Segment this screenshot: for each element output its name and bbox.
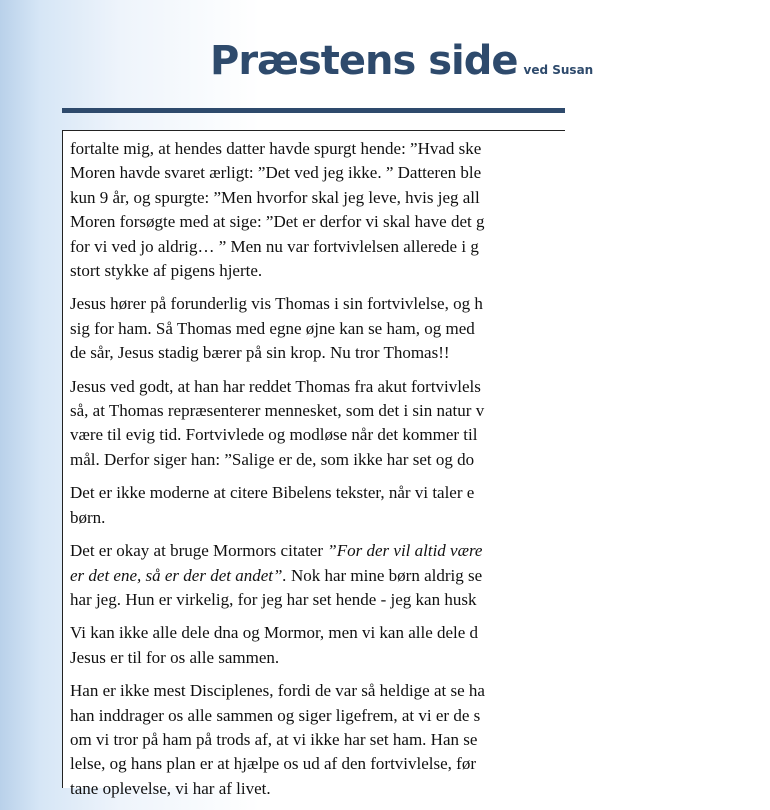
text-segment: lelse, og hans plan er at hjælpe os ud af den fortvivlelse, før [70,754,476,774]
text-line [70,777,770,801]
page-title-main: Præstens side [210,38,518,84]
text-segment: om vi tror på ham på trods af, at vi ikke har set ham. Han se [70,729,478,749]
article-paragraph [70,621,770,670]
text-segment: Jesus hører på forunderlig vis Thomas i sin fortvivlelse, og h [70,294,483,314]
text-segment: Nok har mine børn aldrig se [286,565,483,585]
text-line [70,210,770,234]
text-segment: fortalte mig, at hendes datter havde spurgt hende: ”Hvad ske [70,139,482,158]
text-segment: har jeg. Hun er virkelig, for jeg har set hende - jeg kan husk [70,589,477,609]
text-segment: han inddrager os alle sammen og siger ligefrem, at vi er de s [70,705,481,725]
page-title-byline: ved Susan [523,63,594,77]
text-line [70,186,770,210]
text-segment: Moren forsøgte med at sige: ”Det er derfor vi skal have det g [70,212,485,232]
text-line [70,704,770,728]
article-body [70,137,770,810]
text-line [70,137,770,161]
text-line [70,588,770,612]
text-line [70,292,770,316]
text-segment: Jesus er til for os alle sammen. [70,647,280,667]
text-segment: Moren havde svaret ærligt: ”Det ved jeg ikke. ” Datteren ble [70,163,482,183]
text-line [70,341,770,365]
text-segment: Det er okay at bruge Mormors citater [70,541,328,561]
article-paragraph [70,539,770,612]
text-segment: for vi ved jo aldrig… ” Men nu var fortvivlelsen allerede i g [70,236,479,256]
text-line [70,423,770,447]
header-divider [62,108,565,113]
text-line [70,161,770,185]
text-line [70,481,770,505]
text-line [70,728,770,752]
text-line [70,399,770,423]
text-segment: Vi kan ikke alle dele dna og Mormor, men vi kan alle dele d [70,623,479,643]
article-paragraph [70,481,770,530]
text-line [70,752,770,776]
text-line [70,235,770,259]
article-paragraph [70,375,770,473]
text-segment: sig for ham. Så Thomas med egne øjne kan se ham, og med [70,318,475,338]
text-line [70,448,770,472]
text-line [70,317,770,341]
text-segment: stort stykke af pigens hjerte. [70,261,263,281]
text-segment: mål. Derfor siger han: ”Salige er de, som ikke har set og do [70,449,475,469]
text-line [70,375,770,399]
text-segment: tane oplevelse, vi har af livet. [70,778,271,798]
text-segment: kun 9 år, og spurgte: ”Men hvorfor skal jeg leve, hvis jeg all [70,187,480,207]
italic-quote-segment: ”For der vil altid være [327,541,483,561]
article-paragraph [70,292,770,365]
article-box [62,130,565,798]
text-segment: Jesus ved godt, at han har reddet Thomas fra akut fortvivlels [70,376,481,396]
text-line [70,621,770,645]
text-segment: så, at Thomas repræsenterer mennesket, som det i sin natur v [70,401,485,421]
text-segment: Han er ikke mest Disciplenes, fordi de var så heldige at se ha [70,681,485,701]
article-paragraph [70,137,770,283]
text-line [70,564,770,588]
text-segment: de sår, Jesus stadig bærer på sin krop. Nu tror Thomas!! [70,343,450,363]
text-line [70,646,770,670]
page-title [210,38,593,84]
text-segment: Det er ikke moderne at citere Bibelens tekster, når vi taler e [70,483,475,503]
italic-quote-segment: er det ene, så er der det andet”. [70,565,287,585]
article-paragraph [70,679,770,801]
text-line [70,679,770,703]
text-segment: være til evig tid. Fortvivlede og modløse når det kommer til [70,425,478,445]
text-line [70,506,770,530]
text-segment: børn. [70,507,106,527]
text-line [70,259,770,283]
text-line [70,539,770,563]
